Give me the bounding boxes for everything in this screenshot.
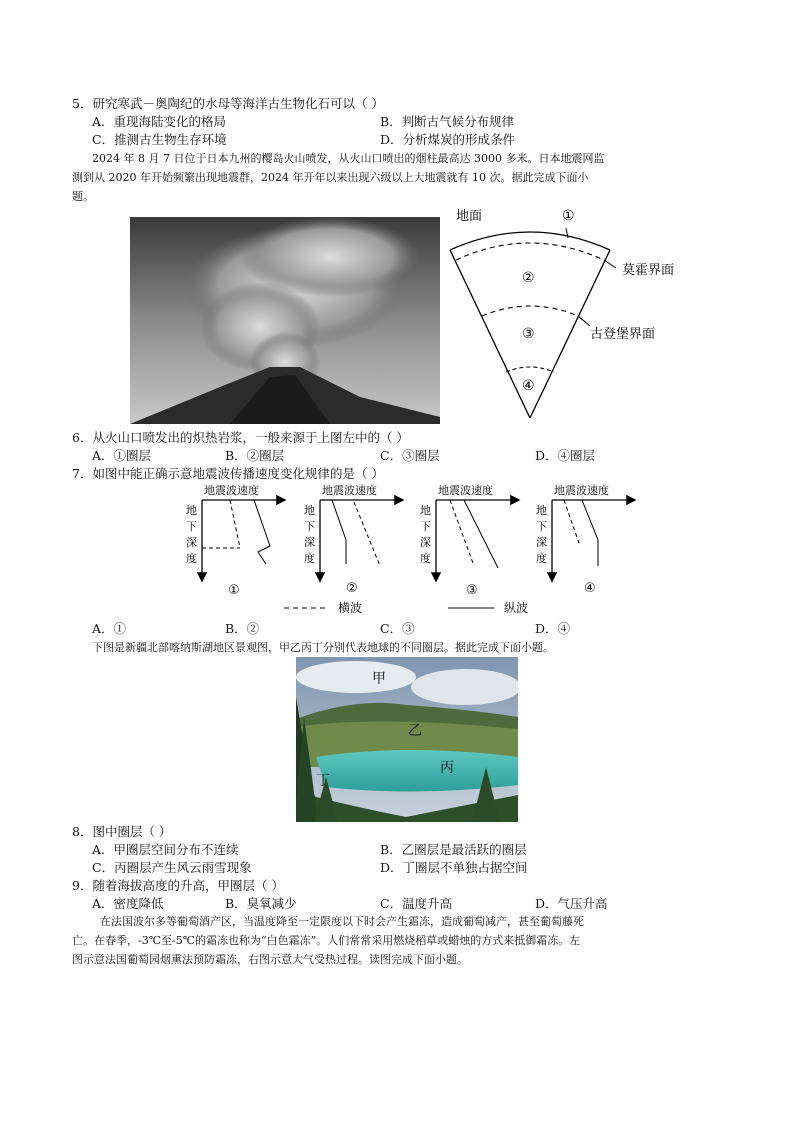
passage3-line2: 亡。在春季，-3℃至-5℃的霜冻也称为“白色霜冻”。人们常常采用燃烧稻草或蜡烛的方式来抵御霜冻。左: [72, 934, 581, 947]
layer-4-label: ④: [522, 378, 535, 394]
earth-layer-diagram: [444, 200, 704, 425]
q6-option-d: D．④圈层: [535, 448, 596, 463]
svg-text:④: ④: [584, 581, 596, 596]
q7-option-b: B．②: [225, 621, 260, 636]
svg-text:②: ②: [346, 581, 358, 596]
q5-option-b: B．判断古气候分布规律: [380, 114, 515, 129]
q6-stem: 6．从火山口喷发出的炽热岩浆，一般来源于上图左中的（ ）: [72, 430, 409, 445]
q6-option-a: A．①圈层: [92, 448, 152, 463]
svg-text:下: 下: [304, 520, 315, 533]
passage1-line3: 题。: [72, 190, 94, 203]
q9-stem: 9．随着海拔高度的升高，甲圈层（ ）: [72, 878, 284, 893]
longitudinal-wave-label: 纵波: [504, 601, 529, 615]
label-bing: 丙: [440, 760, 454, 776]
wave-legend: [284, 600, 528, 615]
svg-text:度: 度: [536, 552, 547, 565]
svg-text:地: 地: [420, 504, 431, 517]
wave-panel-3: [420, 483, 518, 598]
q7-option-a: A．①: [92, 621, 127, 636]
moho-label: 莫霍界面: [622, 263, 675, 278]
q7-option-d: D．④: [535, 621, 571, 636]
layer-3-label: ③: [522, 326, 535, 342]
q5-option-a: A．重现海陆变化的格局: [92, 114, 227, 129]
passage1-line2: 测到从 2020 年开始频繁出现地震群，2024 年开年以来出现六级以上大地震就有 10 次。据此完成下面小: [72, 171, 589, 184]
wave-panel-4: [536, 483, 634, 596]
passage1-line1: 2024 年 8 月 7 日位于日本九州的樱岛火山喷发，从火山口喷出的烟柱最高达 3000 多米。日本地震网监: [92, 152, 605, 165]
label-jia: 甲: [372, 671, 386, 687]
svg-text:深: 深: [304, 536, 315, 549]
volcano-photo: [130, 217, 440, 424]
q8-option-d: D．丁圈层不单独占据空间: [380, 860, 528, 875]
svg-text:度: 度: [420, 552, 431, 565]
svg-text:度: 度: [304, 552, 315, 565]
q8-stem: 8．图中圈层（ ）: [72, 824, 172, 839]
svg-text:地震波速度: 地震波速度: [322, 484, 377, 497]
svg-text:地: 地: [536, 504, 547, 517]
wave-panel-2: [304, 483, 402, 596]
svg-text:地: 地: [186, 504, 197, 517]
layer-2-label: ②: [522, 270, 535, 286]
svg-text:深: 深: [420, 536, 431, 549]
passage3-line1: 在法国波尔多等葡萄酒产区，当温度降至一定限度以下时会产生霜冻，造成葡萄减产，甚至葡萄藤死: [100, 915, 584, 928]
q7-stem: 7．如图中能正确示意地震波传播速度变化规律的是（ ）: [72, 466, 384, 481]
q9-option-b: B．臭氧减少: [225, 896, 297, 911]
q6-option-b: B．②圈层: [225, 448, 285, 463]
svg-text:③: ③: [466, 583, 478, 598]
q9-option-c: C．温度升高: [380, 896, 453, 911]
q8-option-b: B．乙圈层是最活跃的圈层: [380, 842, 527, 857]
passage2: 下图是新疆北部喀纳斯湖地区景观图，甲乙丙丁分别代表地球的不同圈层。据此完成下面小题。: [92, 641, 554, 654]
q9-option-a: A．密度降低: [92, 896, 164, 911]
layer-1-label: ①: [562, 208, 575, 224]
q6-option-c: C．③圈层: [380, 448, 440, 463]
wave-panel-1: [186, 483, 284, 598]
ground-label: 地面: [456, 209, 483, 224]
q8-option-c: C．丙圈层产生风云雨雪现象: [92, 860, 252, 875]
q8-option-a: A．甲圈层空间分布不连续: [92, 842, 239, 857]
svg-text:深: 深: [536, 536, 547, 549]
svg-text:地震波速度: 地震波速度: [204, 484, 259, 497]
svg-text:①: ①: [228, 583, 240, 598]
q9-option-d: D．气压升高: [535, 896, 608, 911]
gutenberg-label: 古登堡界面: [590, 327, 656, 342]
svg-text:度: 度: [186, 552, 197, 565]
svg-text:下: 下: [186, 520, 197, 533]
svg-text:下: 下: [420, 520, 431, 533]
q5-option-c: C．推测古生物生存环境: [92, 132, 227, 147]
q7-option-c: C．③: [380, 621, 415, 636]
svg-text:地震波速度: 地震波速度: [554, 484, 609, 497]
seismic-wave-diagram: [180, 480, 640, 620]
svg-text:深: 深: [186, 536, 197, 549]
q5-option-d: D．分析煤炭的形成条件: [380, 132, 516, 147]
shear-wave-label: 横波: [338, 601, 363, 615]
passage3-line3: 图示意法国葡萄园烟熏法预防霜冻，右图示意大气受热过程。读图完成下面小题。: [72, 953, 468, 966]
svg-text:下: 下: [536, 520, 547, 533]
q5-stem: 5．研究寒武－奥陶纪的水母等海洋古生物化石可以（ ）: [72, 96, 384, 111]
svg-text:地: 地: [304, 504, 315, 517]
label-yi: 乙: [408, 723, 422, 739]
kanas-lake-photo: [296, 657, 518, 822]
label-ding: 丁: [316, 773, 330, 789]
svg-text:地震波速度: 地震波速度: [438, 484, 493, 497]
